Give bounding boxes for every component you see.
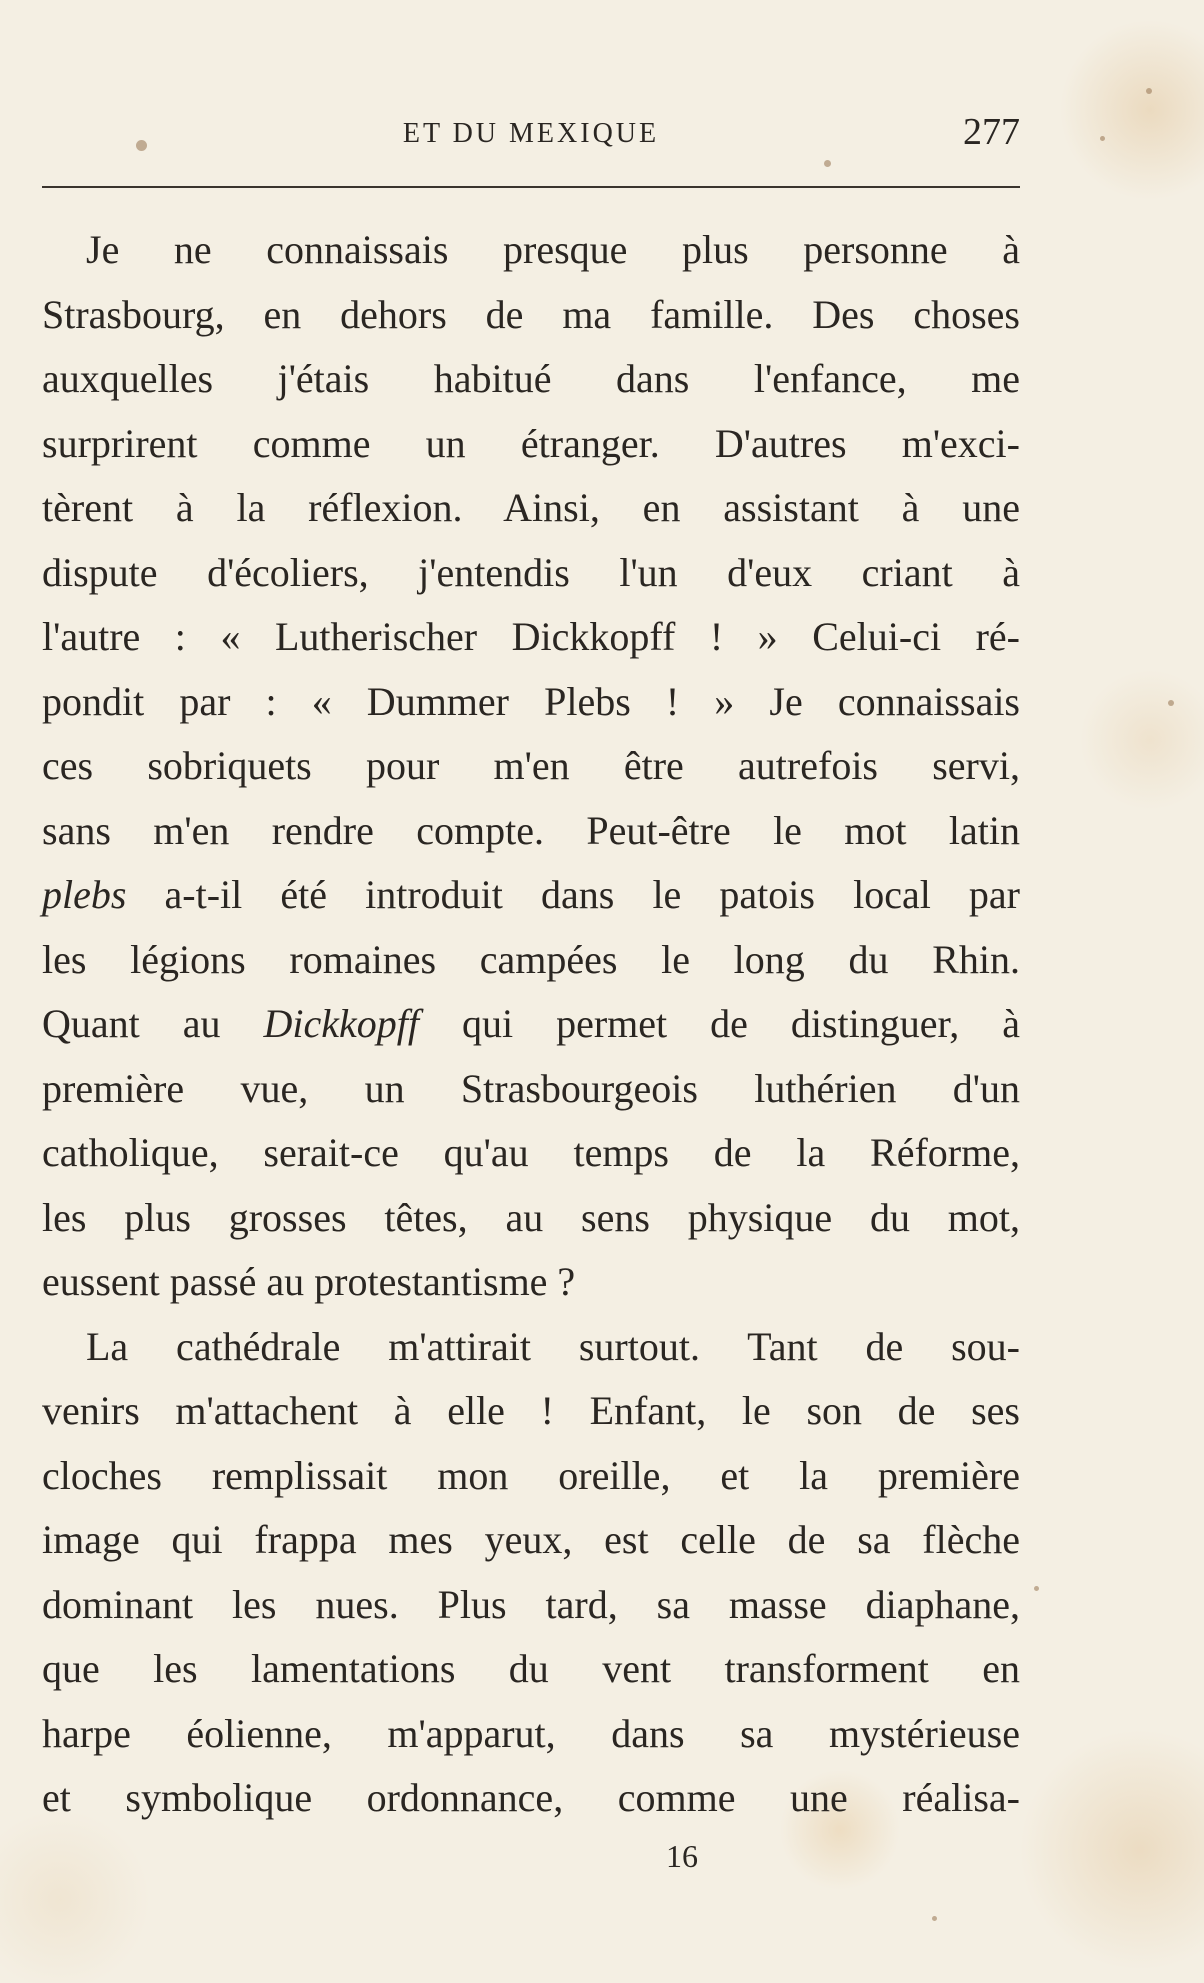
page-header xyxy=(42,110,1020,158)
page-number: 277 xyxy=(963,111,1020,153)
italic-term: plebs xyxy=(42,872,127,917)
running-head: ET DU MEXIQUE xyxy=(402,118,660,149)
ink-spot xyxy=(1168,700,1174,706)
text-line: pondit par : « Dummer Plebs ! » Je connaissais xyxy=(42,678,1020,724)
header-rule xyxy=(42,186,1020,188)
text-line: auxquelles j'étais habitué dans l'enfance, me xyxy=(42,356,1020,401)
text-line: venirs m'attachent à elle ! Enfant, le son de ses xyxy=(42,1388,1020,1433)
text-line: et symbolique ordonnance, comme une réalisa- xyxy=(42,1775,1020,1820)
text-line: les plus grosses têtes, au sens physique du mot, xyxy=(42,1194,1020,1240)
body-text xyxy=(42,218,1020,1831)
ink-spot xyxy=(1100,136,1105,141)
text-line: eussent passé au protestantisme ? xyxy=(42,1259,576,1304)
text-line: que les lamentations du vent transforment en xyxy=(42,1646,1020,1691)
text-line: catholique, serait-ce qu'au temps de la Réforme, xyxy=(42,1130,1020,1175)
text-line: cloches remplissait mon oreille, et la première xyxy=(42,1452,1020,1498)
text-segment: qui permet de distinguer, à xyxy=(419,1001,1020,1046)
text-segment: a-t-il été introduit dans le patois local par xyxy=(126,872,1020,917)
text-segment: Quant au xyxy=(42,1001,264,1046)
text-line: ces sobriquets pour m'en être autrefois servi, xyxy=(42,743,1020,788)
text-line: Je ne connaissais presque plus personne à xyxy=(86,227,1020,272)
text-line: dispute d'écoliers, j'entendis l'un d'eux criant à xyxy=(42,549,1020,595)
text-line: dominant les nues. Plus tard, sa masse diaphane, xyxy=(42,1581,1020,1627)
text-line xyxy=(42,992,1020,1057)
text-line: sans m'en rendre compte. Peut-être le mot latin xyxy=(42,807,1020,853)
text-line: surprirent comme un étranger. D'autres m'exci- xyxy=(42,420,1020,466)
text-line: Strasbourg, en dehors de ma famille. Des choses xyxy=(42,291,1020,337)
ink-spot xyxy=(1034,1586,1039,1591)
text-line: image qui frappa mes yeux, est celle de sa flèche xyxy=(42,1517,1020,1562)
text-line: La cathédrale m'attirait surtout. Tant de sou- xyxy=(86,1323,1020,1369)
ink-spot xyxy=(824,160,831,167)
text-line: harpe éolienne, m'apparut, dans sa mystérieuse xyxy=(42,1710,1020,1756)
text-line xyxy=(42,863,1020,928)
text-line: les légions romaines campées le long du Rhin. xyxy=(42,936,1020,982)
ink-spot xyxy=(932,1916,937,1921)
signature-mark: 16 xyxy=(666,1838,698,1874)
text-line: première vue, un Strasbourgeois luthérien d'un xyxy=(42,1065,1020,1111)
italic-term: Dickkopff xyxy=(263,1001,419,1046)
text-line: tèrent à la réflexion. Ainsi, en assistant à une xyxy=(42,485,1020,530)
text-line: l'autre : « Lutherischer Dickkopff ! » Celui-ci ré- xyxy=(42,614,1020,659)
ink-spot xyxy=(1146,88,1152,94)
